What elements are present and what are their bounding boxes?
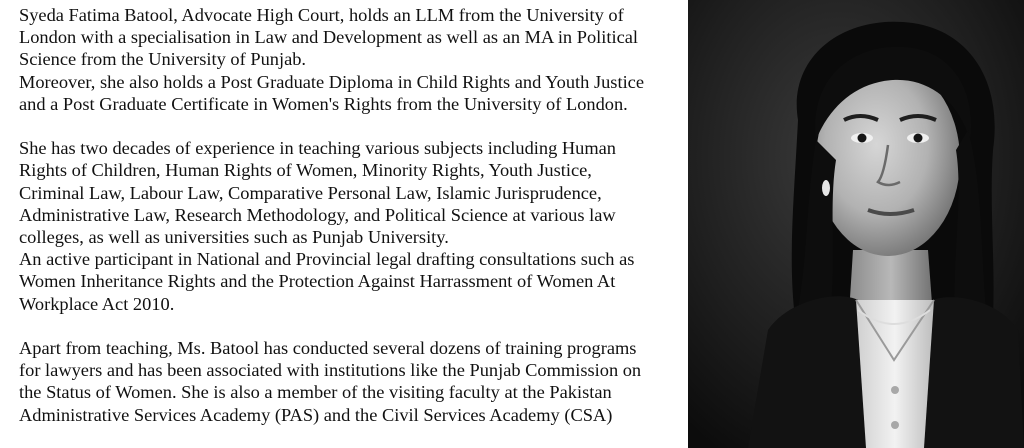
bio-paragraph-experience: [19, 137, 679, 315]
bio-line: London with a specialisation in Law and Development as well as an MA in Political: [19, 27, 639, 48]
bio-line: for lawyers and has been associated with institutions like the Punjab Commission on: [19, 360, 642, 381]
bio-line: and a Post Graduate Certificate in Women's Rights from the University of London.: [19, 93, 628, 114]
bio-text: [19, 4, 679, 448]
portrait-photo: [688, 0, 1024, 448]
bio-line: Rights of Children, Human Rights of Women, Minority Rights, Youth Justice,: [19, 160, 592, 181]
bio-line: She has two decades of experience in teaching various subjects including Human: [19, 138, 617, 159]
bio-line: Administrative Services Academy (PAS) and the Civil Services Academy (CSA): [19, 404, 613, 425]
bio-line: Workplace Act 2010.: [19, 293, 175, 314]
bio-line: the Status of Women. She is also a member of the visiting faculty at the Pakistan: [19, 382, 612, 403]
bio-line: Moreover, she also holds a Post Graduate Diploma in Child Rights and Youth Justice: [19, 71, 645, 92]
bio-line: An active participant in National and Provincial legal drafting consultations such as: [19, 249, 635, 270]
bio-line: Science from the University of Punjab.: [19, 49, 307, 70]
bio-line: Apart from teaching, Ms. Batool has conducted several dozens of training programs: [19, 338, 637, 359]
bio-paragraph-education: [19, 4, 679, 115]
bio-line: Administrative Law, Research Methodology, and Political Science at various law: [19, 204, 616, 225]
bio-line: Criminal Law, Labour Law, Comparative Personal Law, Islamic Jurisprudence,: [19, 182, 602, 203]
portrait-photo-icon: [688, 0, 1024, 448]
bio-paragraph-training: [19, 337, 679, 426]
bio-line: Syeda Fatima Batool, Advocate High Court, holds an LLM from the University of: [19, 5, 624, 25]
bio-line: colleges, as well as universities such as Punjab University.: [19, 227, 449, 248]
bio-line: Women Inheritance Rights and the Protection Against Harrassment of Women At: [19, 271, 616, 292]
